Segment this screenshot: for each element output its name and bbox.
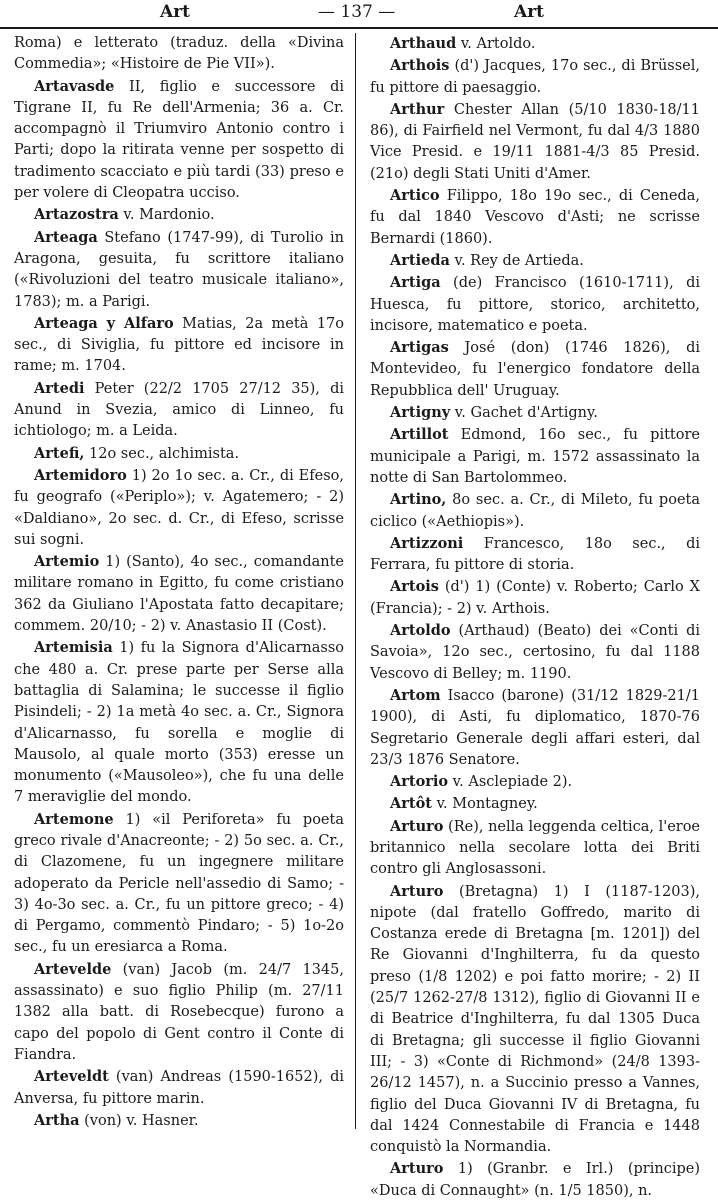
entry-text: (d') Jacques, 17o sec., di Brüssel, fu pittore di paesaggio. [370,58,700,96]
dictionary-entry [14,33,344,76]
entry-text: (Re), nella leggenda celtica, l'eroe britannico nella secolare lotta dei Briti contro gli Anglosassoni. [370,818,701,878]
dictionary-entry [14,637,344,808]
entry-text: v. Rey de Artieda. [449,252,584,269]
entry-text: 12o sec., alchimista. [84,445,240,462]
dictionary-entry [370,576,700,620]
entry-text: II, figlio e successore di Tigrane II, fu Re dell'Armenia; 36 a. Cr. accompagnò il Triumviro Antonio contro i Parti; dopo la ritirata venne per sospetto di tradimento scacciato e più tardi (33) preso e per volere di Cleopatra ucciso. [14,78,344,202]
entry-headword: Artizzoni [390,534,464,552]
entry-text: Peter (22/2 1705 27/12 35), di Anund in Svezia, amico di Linneo, fu ichtiologo; m. a Leida. [14,380,344,440]
entry-headword: Artillot [390,426,449,444]
entry-headword: Artevelde [34,960,112,978]
entry-headword: Artois [390,578,439,596]
dictionary-entry [370,55,700,99]
entry-text: 8o sec. a. Cr., di Mileto, fu poeta ciclico («Aethiopis»). [370,492,700,530]
entry-headword: Artigny [390,404,451,422]
entry-text: Edmond, 16o sec., fu pittore municipale a Parigi, m. 1572 assassinato la notte di San Bartolommeo. [370,427,700,486]
dictionary-entry [14,551,344,637]
entry-headword: Arthur [390,100,445,118]
dictionary-entry [14,1110,344,1132]
entry-text: Chester Allan (5/10 1830-18/11 86), di Fairfield nel Vermont, fu dal 4/3 1880 Vice Presid. e 19/11 1881-4/3 85 Presid. (21o) degli Stati Uniti d'Amer. [370,101,700,182]
entry-headword: Artoldo [390,622,451,640]
page-header [0,0,718,26]
entry-text: v. Asclepiade 2). [448,774,573,791]
entry-text: v. Gachet d'Artigny. [450,405,598,422]
entry-headword: Artieda [390,251,450,269]
entry-headword: Artom [390,686,441,704]
column-divider [355,33,356,1129]
header-right-keyword: Art [514,2,544,22]
entry-text: v. Artoldo. [456,36,536,52]
entry-headword: Arteveldt [34,1068,109,1086]
dictionary-entry [14,959,344,1066]
entry-text: 1) (Granbr. e Irl.) (principe) «Duca di Connaught» (n. 1/5 1850), n. [370,1161,700,1199]
entry-text: v. Montagney. [431,796,538,813]
dictionary-entry [14,76,344,205]
dictionary-entry [370,337,700,402]
entry-headword: Artico [390,187,440,205]
dictionary-entry [370,185,700,250]
entry-headword: Artino, [390,491,447,509]
entry-headword: Artazostra [34,206,119,224]
entry-headword: Artorio [390,773,449,791]
right-column [370,33,700,1202]
entry-headword: Arteaga [34,228,98,246]
dictionary-entry [370,533,700,577]
header-left-keyword: Art [160,2,190,22]
dictionary-entry [370,489,700,533]
entry-text: Francesco, 18o sec., di Ferrara, fu pittore di storia. [370,535,700,574]
entry-headword: Artôt [390,795,432,813]
dictionary-entry [370,620,700,685]
entry-text: Isacco (barone) (31/12 1829-21/1 1900), di Asti, fu diplomatico, 1870-76 Segretario Generale degli affari esteri, dal 23/3 1876 Senatore. [370,687,700,768]
left-column [14,33,344,1132]
entry-headword: Artemio [34,553,100,571]
dictionary-entry [370,250,700,272]
entry-text: (van) Andreas (1590-1652), di Anversa, fu pittore marin. [14,1069,344,1107]
entry-headword: Arteaga y Alfaro [34,314,174,332]
entry-text: 1) 2o 1o sec. a. Cr., di Efeso, fu geografo («Periplo»); v. Agatemero; - 2) «Daldiano», 2o sec. d. Cr., di Efeso, scrisse sui sogni. [14,467,344,548]
entry-headword: Artefi, [34,444,85,462]
dictionary-entry [14,378,344,443]
header-rule [0,27,718,29]
dictionary-entry [14,809,344,959]
entry-text: Filippo, 18o 19o sec., di Ceneda, fu dal 1840 Vescovo d'Asti; ne scrisse Bernardi (1860). [370,188,700,247]
page-number: — 137 — [318,2,396,22]
entry-text: (d') 1) (Conte) v. Roberto; Carlo X (Francia); - 2) v. Arthois. [370,579,700,617]
entry-headword: Artiga [390,274,441,292]
entry-text: José (don) (1746 1826), di Montevideo, fu l'energico fondatore della Repubblica dell' Uruguay. [370,340,700,399]
entry-text: v. Mardonio. [118,207,215,224]
entry-text: 1) «il Periforeta» fu poeta greco rivale d'Anacreonte; - 2) 5o sec. a. Cr., di Clazomene, fu un ingegnere militare adoperato da Pericle nell'assedio di Samo; - 3) 4o-3o sec. a. Cr., fu un pittore greco; - 4) di Pergamo, commentò Pindaro; - 5) 1o-2o sec., fu un eresiarca a Roma. [14,811,344,956]
entry-headword: Arturo [390,1160,444,1178]
entry-headword: Artigas [390,339,449,357]
dictionary-entry [370,33,700,55]
dictionary-entry [370,881,700,1159]
entry-text: 1) (Santo), 4o sec., comandante militare romano in Egitto, fu come cristiano 362 da Giuliano l'Apostata fatto decapitare; commem. 20/10; - 2) v. Anastasio II (Cost). [14,554,344,635]
dictionary-entry [370,793,700,815]
dictionary-entry [370,685,700,771]
entry-text: Stefano (1747-99), di Turolio in Aragona, gesuita, fu scrittore italiano («Rivoluzioni del teatro musicale italiano», 1783); m. a Parigi. [14,229,344,310]
entry-headword: Arturo [390,817,444,835]
dictionary-entry [370,816,700,881]
entry-text: (van) Jacob (m. 24/7 1345, assassinato) e suo figlio Philip (m. 27/11 1382 alla batt. di Rosebecque) furono a capo del popolo di Gent contro il Conte di Fiandra. [14,961,344,1063]
dictionary-entry [370,424,700,489]
dictionary-entry [370,99,700,185]
dictionary-entry [14,227,344,313]
entry-headword: Artemidoro [34,466,127,484]
dictionary-entry [14,465,344,551]
entry-headword: Arthaud [390,35,457,52]
entry-text: (Bretagna) 1) I (1187-1203), nipote (dal fratello Goffredo, marito di Costanza erede di Bretagna [m. 1201]) del Re Giovanni d'Inghilterra, fu da questo preso (1/8 1202) e poi fatto morire; - 2) II (25/7 1262-27/8 1312), figlio di Giovanni II e di Beatrice d'Inghilterra, fu dal 1305 Duca di Bretagna; gli successe il figlio Giovanni III; - 3) «Conte di Richmond» (24/8 1393-26/12 1457), n. a Succinio presso a Vannes, figlio del Duca Giovanni IV di Bretagna, fu dal 1424 Connestabile di Francia e 1448 conquistò la Normandia. [370,883,700,1156]
entry-headword: Artha [34,1111,80,1129]
entry-text: 1) fu la Signora d'Alicarnasso che 480 a. Cr. prese parte per Serse alla battaglia di Salamina; le successe il figlio Pisindeli; - 2) 1a metà 4o sec. a. Cr., Signora d'Alicarnasso, fu sorella e moglie di Mausolo, al quale morto (353) eresse un monumento («Mausoleo»), che fu una delle 7 meraviglie del mondo. [14,640,344,806]
entry-text: Roma) e letterato (traduz. della «Divina Commedia»; «Histoire de Pie VII»). [14,35,344,73]
entry-text: (von) v. Hasner. [79,1112,199,1129]
dictionary-entry [370,402,700,424]
entry-text: (de) Francisco (1610-1711), di Huesca, fu pittore, storico, architetto, incisore, matematico e poeta. [370,275,700,334]
entry-text: (Arthaud) (Beato) dei «Conti di Savoia», 12o sec., certosino, fu dal 1188 Vescovo di Belley; m. 1190. [370,623,700,682]
dictionary-entry [370,1158,700,1202]
entry-headword: Arturo [390,882,444,900]
entry-headword: Artemisia [34,639,113,657]
entry-headword: Artavasde [34,77,115,95]
dictionary-entry [14,443,344,465]
dictionary-entry [14,1066,344,1110]
dictionary-entry [370,771,700,793]
entry-headword: Arthois [390,57,450,75]
dictionary-entry [14,313,344,378]
entry-headword: Artedi [34,379,85,397]
dictionary-entry [370,272,700,337]
dictionary-entry [14,204,344,226]
entry-headword: Artemone [34,810,114,828]
entry-text: Matias, 2a metà 17o sec., di Siviglia, fu pittore ed incisore in rame; m. 1704. [14,315,344,375]
